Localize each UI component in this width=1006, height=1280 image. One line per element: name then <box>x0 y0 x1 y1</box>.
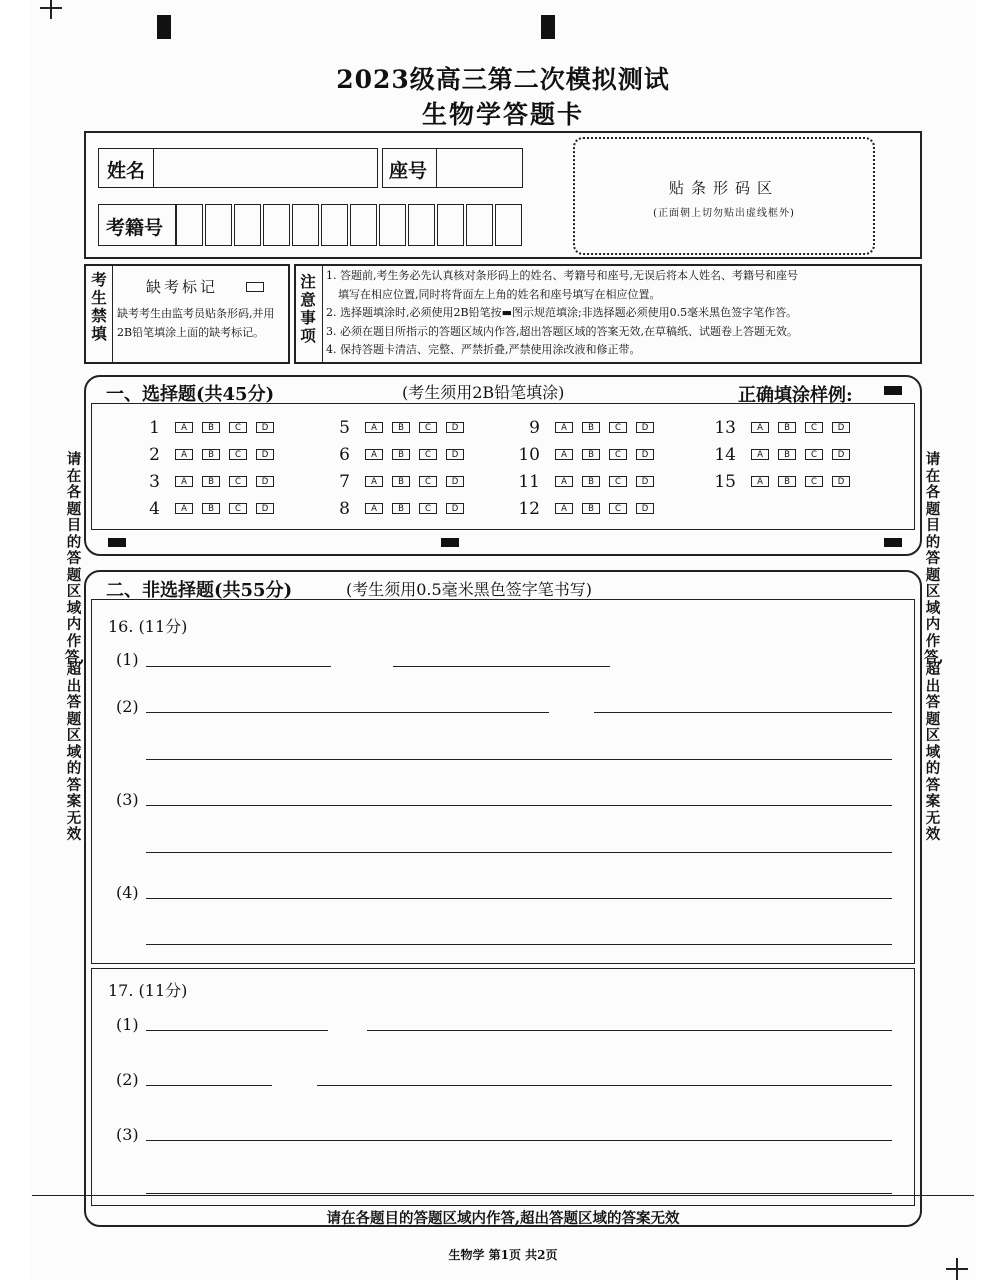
question-number: 8 <box>339 499 350 519</box>
option-bubble-c[interactable]: C <box>419 449 437 460</box>
part-label: (4) <box>116 883 139 902</box>
notice-item: 1. 答题前,考生务必先认真核对条形码上的姓名、考籍号和座号,无误后将本人姓名、考籍号和座号 <box>326 269 798 282</box>
option-bubble-b[interactable]: B <box>582 449 600 460</box>
divider <box>112 264 113 364</box>
option-bubble-a[interactable]: A <box>365 449 383 460</box>
option-bubble-b[interactable]: B <box>392 449 410 460</box>
exam-no-cell[interactable] <box>437 204 464 246</box>
option-bubble-a[interactable]: A <box>175 476 193 487</box>
timing-mark <box>541 15 555 39</box>
option-bubble-a[interactable]: A <box>365 476 383 487</box>
answer-line[interactable] <box>146 1140 892 1141</box>
question-number: 2 <box>149 445 160 465</box>
notice-item: 2. 选择题填涂时,必须使用2B铅笔按▬图示规范填涂;非选择题必须使用0.5毫米黑色签字笔作答。 <box>326 306 798 319</box>
absent-mark-box[interactable] <box>246 282 264 292</box>
option-bubble-a[interactable]: A <box>175 449 193 460</box>
option-bubble-c[interactable]: C <box>805 422 823 433</box>
question-16-label: 16. (11分) <box>108 617 188 636</box>
option-bubble-b[interactable]: B <box>392 422 410 433</box>
absent-description: 缺考考生由监考员贴条形码,并用2B铅笔填涂上面的缺考标记。 <box>117 307 275 339</box>
option-bubble-b[interactable]: B <box>202 503 220 514</box>
option-bubble-c[interactable]: C <box>609 449 627 460</box>
question-number: 3 <box>149 472 160 492</box>
option-bubble-d[interactable]: D <box>636 476 654 487</box>
option-bubble-d[interactable]: D <box>256 422 274 433</box>
question-number: 4 <box>149 499 160 519</box>
option-bubble-c[interactable]: C <box>609 476 627 487</box>
part-label: (3) <box>116 1125 139 1144</box>
exam-no-cell[interactable] <box>234 204 261 246</box>
answer-line[interactable] <box>367 1030 892 1031</box>
answer-line[interactable] <box>317 1085 892 1086</box>
option-bubble-c[interactable]: C <box>609 503 627 514</box>
option-bubble-b[interactable]: B <box>202 476 220 487</box>
option-bubble-b[interactable]: B <box>202 449 220 460</box>
option-bubble-c[interactable]: C <box>805 476 823 487</box>
option-bubble-d[interactable]: D <box>636 503 654 514</box>
option-bubble-c[interactable]: C <box>805 449 823 460</box>
question-number: 14 <box>714 445 736 465</box>
option-bubble-d[interactable]: D <box>446 476 464 487</box>
option-bubble-c[interactable]: C <box>609 422 627 433</box>
exam-title: 2023级高三第二次模拟测试 <box>336 65 670 94</box>
timing-mark <box>441 538 459 547</box>
side-notice-right: 请在各题目的答题区域内作答, <box>924 451 944 666</box>
option-bubble-d[interactable]: D <box>446 449 464 460</box>
option-bubble-d[interactable]: D <box>832 449 850 460</box>
exam-no-cell[interactable] <box>176 204 203 246</box>
option-bubble-d[interactable]: D <box>446 422 464 433</box>
answer-line[interactable] <box>146 712 549 713</box>
option-bubble-a[interactable]: A <box>175 422 193 433</box>
question-number: 5 <box>339 418 350 438</box>
choice-section-title: 一、选择题(共45分) <box>106 384 275 405</box>
part-label: (2) <box>116 697 139 716</box>
question-17-label: 17. (11分) <box>108 981 188 1000</box>
answer-line[interactable] <box>146 666 331 667</box>
page-footer: 生物学 第1页 共2页 <box>448 1248 558 1262</box>
answer-line[interactable] <box>146 852 892 853</box>
question-16-area[interactable] <box>91 599 915 964</box>
crosshair-icon <box>40 0 62 19</box>
timing-mark <box>884 538 902 547</box>
exam-no-cell[interactable] <box>379 204 406 246</box>
divider <box>322 264 323 364</box>
option-bubble-d[interactable]: D <box>636 449 654 460</box>
notice-item: 3. 必须在题目所指示的答题区域内作答,超出答题区域的答案无效,在草稿纸、试题卷上答题无效。 <box>326 324 798 338</box>
option-bubble-b[interactable]: B <box>778 449 796 460</box>
option-bubble-a[interactable]: A <box>555 449 573 460</box>
option-bubble-a[interactable]: A <box>751 449 769 460</box>
option-bubble-c[interactable]: C <box>229 422 247 433</box>
question-number: 13 <box>714 418 736 438</box>
option-bubble-b[interactable]: B <box>778 422 796 433</box>
option-bubble-c[interactable]: C <box>419 476 437 487</box>
barcode-title: 贴条形码区 <box>668 179 779 197</box>
exam-no-cell[interactable] <box>205 204 232 246</box>
option-bubble-b[interactable]: B <box>392 476 410 487</box>
question-number: 12 <box>518 499 540 519</box>
option-bubble-b[interactable]: B <box>582 503 600 514</box>
sample-label: 正确填涂样例: <box>738 385 853 406</box>
answer-line[interactable] <box>146 759 892 760</box>
option-bubble-a[interactable]: A <box>555 476 573 487</box>
option-bubble-d[interactable]: D <box>256 449 274 460</box>
exam-no-label: 考籍号 <box>106 217 164 239</box>
side-notice-left: 请在各题目的答题区域内作答, <box>65 451 85 666</box>
option-bubble-a[interactable]: A <box>555 422 573 433</box>
notice-items <box>326 267 922 360</box>
answer-line[interactable] <box>146 1085 272 1086</box>
timing-mark <box>157 15 171 39</box>
question-number: 7 <box>339 472 350 492</box>
option-bubble-a[interactable]: A <box>751 422 769 433</box>
answer-line[interactable] <box>146 805 892 806</box>
sheet-subtitle: 生物学答题卡 <box>421 100 584 129</box>
option-bubble-d[interactable]: D <box>832 422 850 433</box>
absent-mark-label: 缺考标记 <box>146 278 219 296</box>
option-bubble-b[interactable]: B <box>202 422 220 433</box>
option-bubble-d[interactable]: D <box>256 476 274 487</box>
question-number: 11 <box>518 472 540 492</box>
fold-line <box>32 1195 974 1196</box>
part-label: (1) <box>116 650 139 669</box>
exam-no-cell[interactable] <box>321 204 348 246</box>
option-bubble-a[interactable]: A <box>555 503 573 514</box>
option-bubble-d[interactable]: D <box>446 503 464 514</box>
timing-mark <box>108 538 126 547</box>
seat-label: 座号 <box>389 160 428 182</box>
question-number: 9 <box>529 418 540 438</box>
part-label: (2) <box>116 1070 139 1089</box>
exam-no-cell[interactable] <box>350 204 377 246</box>
option-bubble-a[interactable]: A <box>751 476 769 487</box>
bottom-notice: 请在各题目的答题区域内作答,超出答题区域的答案无效 <box>326 1210 680 1227</box>
option-bubble-b[interactable]: B <box>582 476 600 487</box>
written-section-title: 二、非选择题(共55分) <box>106 580 293 601</box>
choice-section-hint: (考生须用2B铅笔填涂) <box>402 383 565 402</box>
side-notice-left-2: 超出答题区域的答案无效 <box>66 661 82 843</box>
exam-no-cell[interactable] <box>408 204 435 246</box>
answer-line[interactable] <box>146 1193 892 1194</box>
option-bubble-c[interactable]: C <box>419 503 437 514</box>
question-number: 10 <box>518 445 540 465</box>
exam-no-cell[interactable] <box>495 204 522 246</box>
option-bubble-a[interactable]: A <box>365 422 383 433</box>
option-bubble-a[interactable]: A <box>365 503 383 514</box>
notice-item: 4. 保持答题卡清洁、完整、严禁折叠,严禁使用涂改液和修正带。 <box>326 343 641 356</box>
question-17-area[interactable] <box>91 968 915 1206</box>
option-bubble-b[interactable]: B <box>778 476 796 487</box>
question-number: 15 <box>714 472 736 492</box>
answer-line[interactable] <box>146 944 892 945</box>
option-bubble-b[interactable]: B <box>392 503 410 514</box>
option-bubble-c[interactable]: C <box>229 449 247 460</box>
name-label: 姓名 <box>107 160 146 182</box>
exam-no-cell[interactable] <box>466 204 493 246</box>
part-label: (1) <box>116 1015 139 1034</box>
forbidden-label: 考生禁填 <box>91 270 107 343</box>
answer-line[interactable] <box>146 898 892 899</box>
option-bubble-d[interactable]: D <box>256 503 274 514</box>
notice-item: 填写在相应位置,同时将背面左上角的姓名和座号填写在相应位置。 <box>338 287 661 301</box>
option-bubble-a[interactable]: A <box>175 503 193 514</box>
option-bubble-b[interactable]: B <box>582 422 600 433</box>
notice-label: 注意事项 <box>300 272 316 345</box>
option-bubble-c[interactable]: C <box>229 476 247 487</box>
barcode-area <box>573 137 875 255</box>
question-number: 6 <box>339 445 350 465</box>
exam-no-cell[interactable] <box>263 204 290 246</box>
written-section-hint: (考生须用0.5毫米黑色签字笔书写) <box>346 580 592 599</box>
option-bubble-c[interactable]: C <box>229 503 247 514</box>
question-number: 1 <box>149 418 160 438</box>
option-bubble-d[interactable]: D <box>832 476 850 487</box>
answer-line[interactable] <box>594 712 892 713</box>
option-bubble-c[interactable]: C <box>419 422 437 433</box>
answer-line[interactable] <box>146 1030 328 1031</box>
barcode-hint: (正面朝上切勿贴出虚线框外) <box>653 208 795 219</box>
sample-fill-mark <box>884 386 902 395</box>
part-label: (3) <box>116 790 139 809</box>
option-bubble-d[interactable]: D <box>636 422 654 433</box>
exam-no-cell[interactable] <box>292 204 319 246</box>
answer-line[interactable] <box>393 666 610 667</box>
side-notice-right-2: 超出答题区域的答案无效 <box>925 661 941 843</box>
